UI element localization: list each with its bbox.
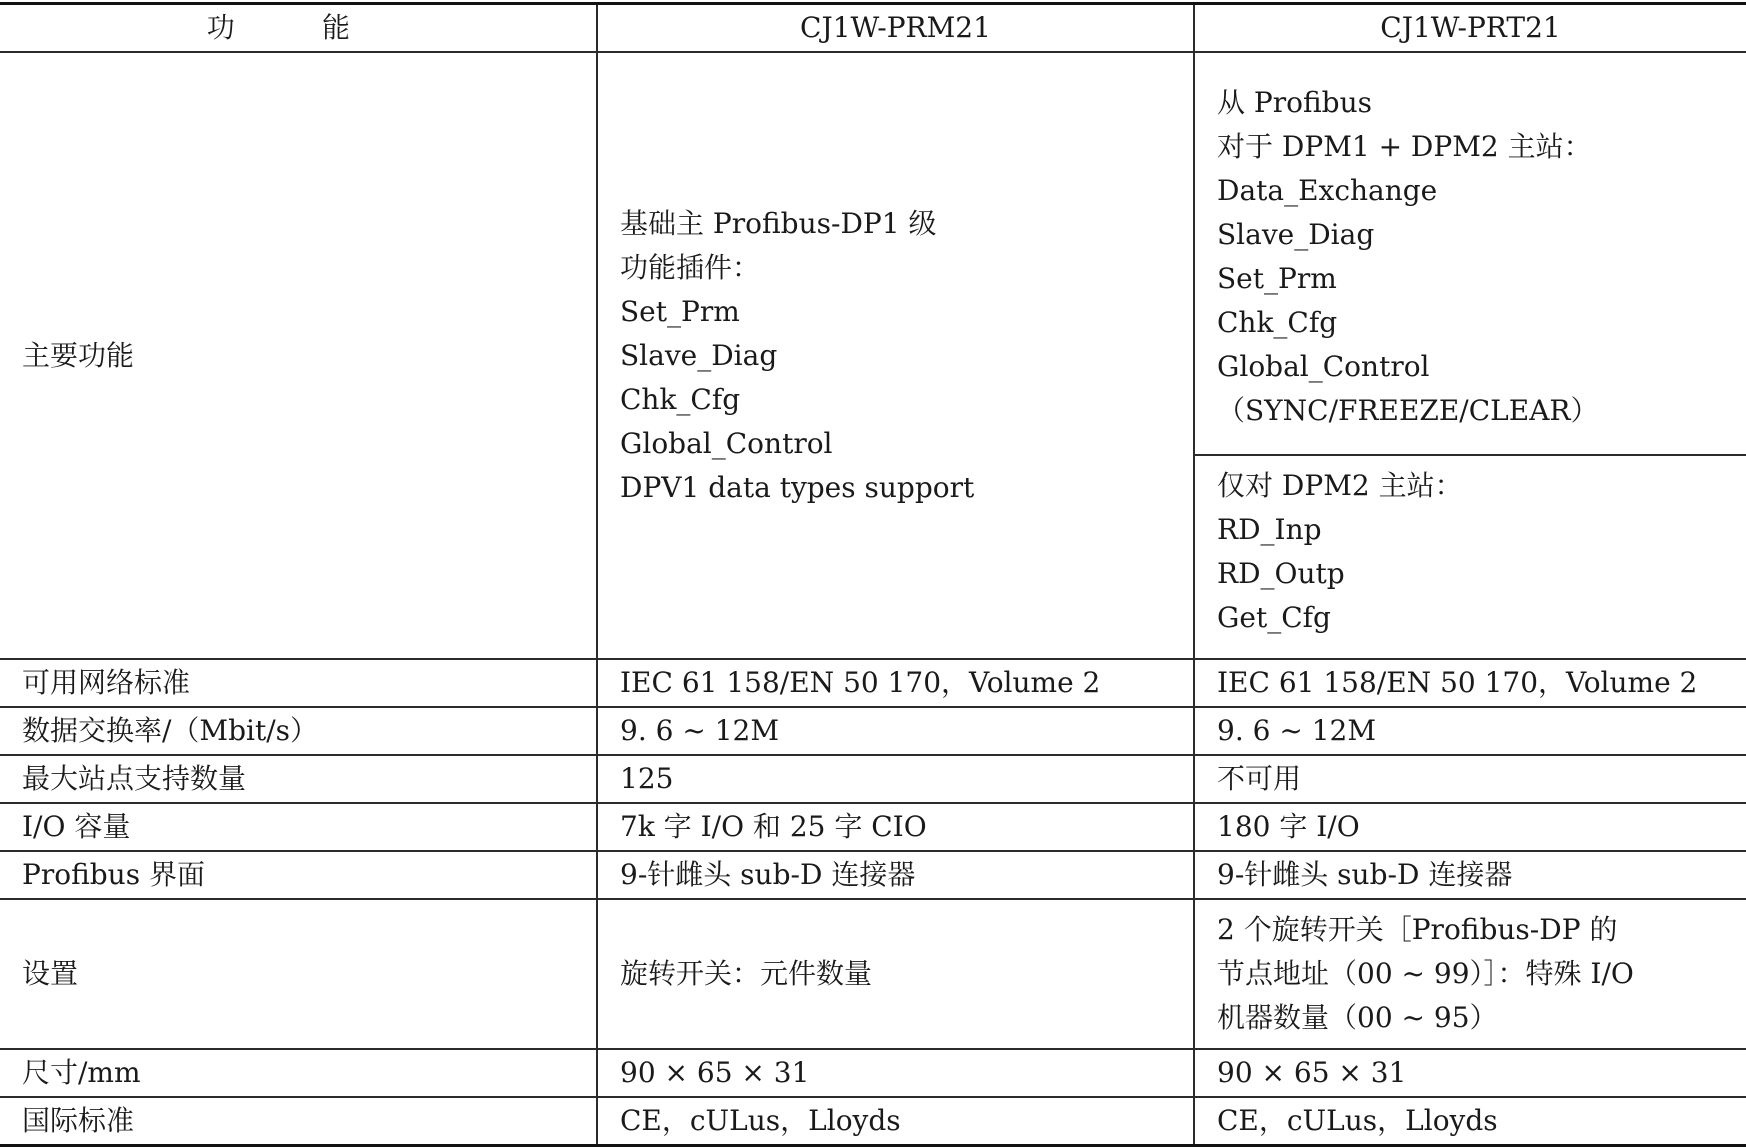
main-function-prt21-slave (1194, 52, 1746, 455)
row-prt21-value: 90 × 65 × 31 (1194, 1049, 1746, 1097)
main-function-prm21 (597, 52, 1194, 659)
row-prt21-value: CE，cULus，Lloyds (1194, 1097, 1746, 1146)
main-function-label: 主要功能 (0, 52, 597, 659)
row-prt21-value: IEC 61 158/EN 50 170，Volume 2 (1194, 659, 1746, 707)
prm21-function-line: Set_Prm (620, 294, 740, 328)
setting-prm21-value: 旋转开关：元件数量 (597, 899, 1194, 1049)
table-row (0, 1097, 1746, 1146)
row-label: 国际标准 (0, 1097, 597, 1146)
row-label: 可用网络标准 (0, 659, 597, 707)
prt21-function-line: Global_Control (1217, 349, 1430, 383)
prm21-function-line: Slave_Diag (620, 338, 778, 372)
row-prt21-value: 不可用 (1194, 755, 1746, 803)
row-prm21-value: CE，cULus，Lloyds (597, 1097, 1194, 1146)
setting-prt21-value (1194, 899, 1746, 1049)
prt21-dpm2-line: Get_Cfg (1217, 601, 1331, 634)
prm21-function-line: Chk_Cfg (620, 382, 741, 416)
main-function-row (0, 52, 1746, 455)
row-prt21-value: 180 字 I/O (1194, 803, 1746, 851)
prt21-function-line: Data_Exchange (1217, 173, 1438, 207)
prt21-function-line: Slave_Diag (1217, 217, 1375, 251)
prt21-function-line: Set_Prm (1217, 261, 1337, 295)
prm21-function-line: 功能插件： (620, 250, 761, 284)
row-prm21-value: 9. 6 ~ 12M (597, 707, 1194, 755)
table-row (0, 851, 1746, 899)
setting-prt21-line: 机器数量（00 ~ 95） (1217, 1001, 1498, 1034)
prt21-function-line: （SYNC/FREEZE/CLEAR） (1217, 393, 1599, 427)
prt21-function-line: 从 Profibus (1217, 85, 1372, 119)
table-row (0, 659, 1746, 707)
prt21-function-line: 对于 DPM1 + DPM2 主站： (1217, 129, 1592, 163)
prm21-function-line: DPV1 data types support (620, 470, 975, 504)
row-prm21-value: 90 × 65 × 31 (597, 1049, 1194, 1097)
row-prm21-value: 9-针雌头 sub-D 连接器 (597, 851, 1194, 899)
header-prt21: CJ1W-PRT21 (1194, 4, 1746, 53)
prm21-function-line: 基础主 Profibus-DP1 级 (620, 206, 937, 240)
prm21-function-line: Global_Control (620, 426, 833, 460)
header-row (0, 4, 1746, 53)
table-row (0, 803, 1746, 851)
spec-comparison-table (0, 2, 1746, 1147)
prt21-dpm2-line: RD_Inp (1217, 513, 1322, 546)
prt21-dpm2-line: 仅对 DPM2 主站： (1217, 469, 1463, 502)
setting-label: 设置 (0, 899, 597, 1049)
main-function-prt21-dpm2 (1194, 455, 1746, 659)
setting-row (0, 899, 1746, 1049)
setting-prt21-line: 节点地址（00 ~ 99）］：特殊 I/O (1217, 957, 1634, 990)
row-label: I/O 容量 (0, 803, 597, 851)
row-prt21-value: 9. 6 ~ 12M (1194, 707, 1746, 755)
row-prt21-value: 9-针雌头 sub-D 连接器 (1194, 851, 1746, 899)
prt21-dpm2-line: RD_Outp (1217, 557, 1345, 590)
setting-prt21-line: 2 个旋转开关［Profibus-DP 的 (1217, 913, 1618, 946)
row-label: 最大站点支持数量 (0, 755, 597, 803)
row-prm21-value: 7k 字 I/O 和 25 字 CIO (597, 803, 1194, 851)
prt21-function-line: Chk_Cfg (1217, 305, 1338, 339)
row-prm21-value: 125 (597, 755, 1194, 803)
table-row (0, 1049, 1746, 1097)
row-label: Profibus 界面 (0, 851, 597, 899)
table-row (0, 755, 1746, 803)
header-prm21: CJ1W-PRM21 (597, 4, 1194, 53)
row-label: 数据交换率/（Mbit/s） (0, 707, 597, 755)
table-row (0, 707, 1746, 755)
header-function: 功 能 (0, 4, 597, 53)
row-prm21-value: IEC 61 158/EN 50 170，Volume 2 (597, 659, 1194, 707)
row-label: 尺寸/mm (0, 1049, 597, 1097)
